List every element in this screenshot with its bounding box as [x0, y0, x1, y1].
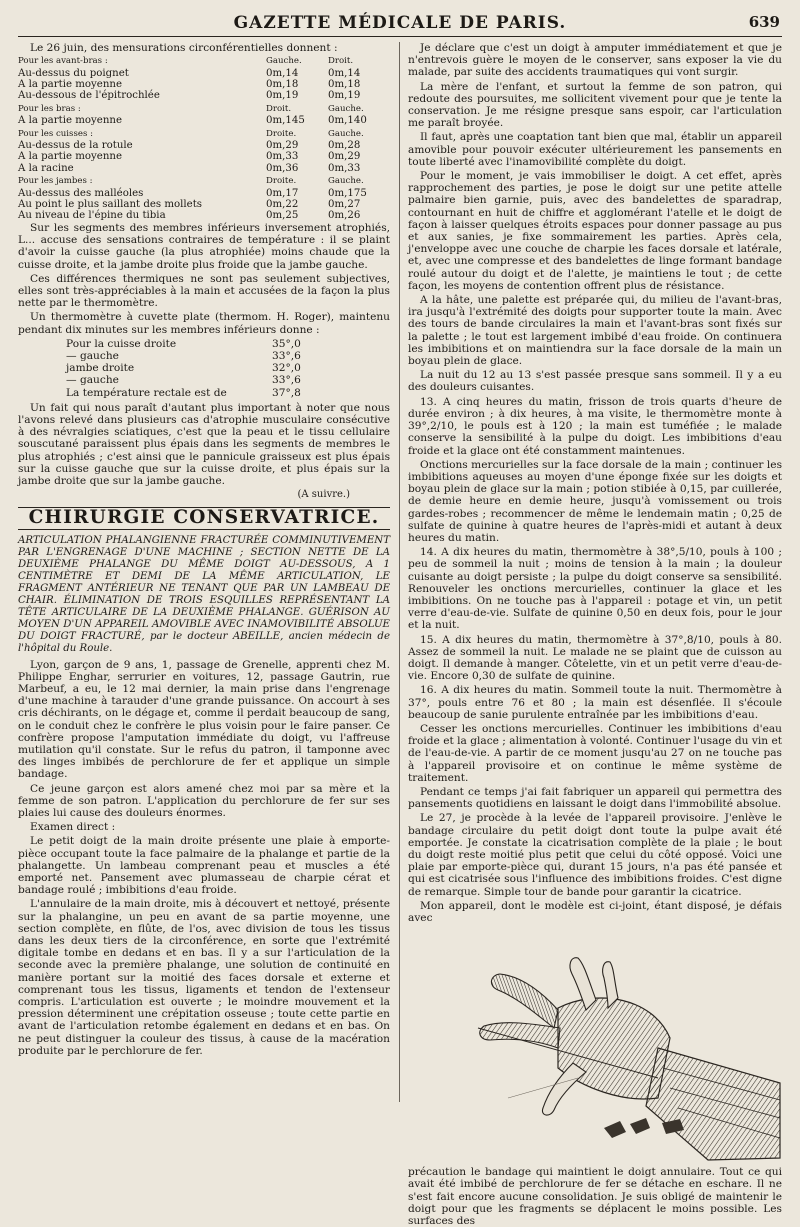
measurement-group-header: [18, 104, 390, 115]
measurement-row: [18, 151, 390, 162]
section-title: CHIRURGIE CONSERVATRICE.: [18, 507, 390, 529]
measurement-value: 0m,22: [266, 199, 299, 211]
paragraph: La mère de l'enfant, et surtout la femme de son patron, qui redoute des poursuites, me sollicitent vivement pour que je tente la conservation. Je me résigne presque sans espoir, car l'articulation me paraît broyée.: [408, 80, 782, 130]
measurement-value: 0m,33: [328, 162, 361, 174]
paragraph: précaution le bandage qui maintient le doigt annulaire. Tout ce qui avait été imbibé de perchlorure de fer se détache en eschare. Il ne s'est fait encore aucune consolidation. Je suis obligé de maintenir le doigt pour que les fragments se déplacent le moins possible. Les surfaces des: [408, 1166, 782, 1227]
measurement-label: A la partie moyenne: [18, 115, 122, 127]
measurement-label: Au point le plus saillant des mollets: [18, 199, 203, 211]
measurement-label: Au-dessus des malléoles: [18, 187, 144, 199]
paragraph: Sur les segments des membres inférieurs inversement atrophiés, L... accuse des sensations contraires de température : il se plaint d'avoir la cuisse gauche (la plus atrophiée) moins chaude que la cuisse droite, et la jambe droite plus froide que la jambe gauche.: [18, 221, 390, 271]
measurement-value: 0m,33: [266, 151, 299, 163]
measurement-label: Au niveau de l'épine du tibia: [18, 210, 166, 222]
paragraph: Pour le moment, je vais immobiliser le doigt. A cet effet, après rapprochement des parties, je pose le doigt sur une petite attelle palmaire bien garnie, puis, avec des bandelettes de sparadrap, contournant en huit de chiffre et agglomérant l'atelle et le doigt de façon à laisser quelques étroits espaces pour donner passage au pus et aux sanies, je fixe sommairement les parties. Après cela, j'enveloppe avec une couche de charpie les faces dorsale et latérale, et, avec une compresse et des bandelettes de linge formant bandage roulé autour du doigt et de l'alette, je maintiens le tout ; de cette façon, les moyens de contention offrent plus de résistance.: [408, 170, 782, 292]
left-column: [18, 42, 390, 1102]
group-title: Pour les jambes :: [18, 176, 93, 187]
column-header: Gauche.: [328, 176, 364, 187]
thermometer-table: [18, 338, 390, 399]
column-header: Droite.: [266, 128, 297, 139]
measurement-value: 0m,14: [266, 67, 299, 79]
measurements-intro: Le 26 juin, des mensurations circonférentielles donnent :: [30, 42, 338, 54]
measurement-value: 0m,18: [266, 79, 299, 91]
paragraph: 15. A dix heures du matin, thermomètre à 37°,8/10, pouls à 80. Assez de sommeil la nuit. Le malade ne se plaint que de cuisson au doigt. Il demande à manger. Côtelette, vin et un petit verre d'eau-de-vie. Encore 0,30 de sulfate de quinine.: [408, 633, 782, 683]
measurement-value: 0m,29: [328, 151, 361, 163]
temperature-value: 33°,6: [272, 374, 301, 387]
column-header: Gauche.: [328, 128, 364, 139]
measurement-label: A la partie moyenne: [18, 151, 122, 163]
measurement-row: [18, 140, 390, 151]
temperature-value: 33°,6: [272, 349, 301, 362]
temperature-value: 35°,0: [272, 337, 301, 350]
measurement-label: Au-dessous de l'épitrochlée: [18, 90, 160, 102]
measurement-row: [18, 188, 390, 199]
paragraph: Je déclare que c'est un doigt à amputer immédiatement et que je n'entrevois guère le moyen de le conserver, sans exposer la vie du malade, par suite des accidents traumatiques qui vont surgir.: [408, 42, 782, 79]
temperature-row: [18, 338, 390, 350]
measurement-value: 0m,17: [266, 187, 299, 199]
paragraph: 16. A dix heures du matin. Sommeil toute la nuit. Thermomètre à 37°, pouls entre 76 et 80 ; la main est désenflée. Il s'écoule beaucoup de sanie purulente entraînée par les imbibitions d'eau.: [408, 684, 782, 721]
paragraph: Ce jeune garçon est alors amené chez moi par sa mère et la femme de son patron. L'application du perchlorure de fer sur ses plaies lui cause des douleurs énormes.: [18, 782, 390, 819]
paragraph: Lyon, garçon de 9 ans, 1, passage de Grenelle, apprenti chez M. Philippe Enghar, serrurier en voitures, 12, passage Gautrin, rue Marbeuf, a eu, le 12 mai dernier, la main prise dans l'engrenage d'une machine à tarauder d'une grande puissance. On accourt à ses cris déchirants, on le dégage et, comme il perdait beaucoup de sang, on le conduit chez le confrère le plus voisin pour le faire panser. Ce confrère propose l'amputation immédiate du doigt, vu l'affreuse mutilation qu'il constate. Sur le refus du patron, il tamponne avec des linges imbibés de perchlorure de fer et applique un simple bandage.: [18, 658, 390, 781]
column-header: Droit.: [266, 103, 292, 114]
measurement-group-header: [18, 129, 390, 140]
temperature-label: — gauche: [66, 349, 119, 362]
measurement-label: A la partie moyenne: [18, 79, 122, 91]
measurement-value: 0m,26: [328, 210, 361, 222]
measurement-row: [18, 90, 390, 101]
measurement-label: A la racine: [18, 162, 74, 174]
measurement-value: 0m,19: [328, 90, 361, 102]
column-header: Gauche.: [266, 56, 302, 67]
measurement-row: [18, 210, 390, 221]
group-title: Pour les avant-bras :: [18, 56, 108, 67]
paragraph: 14. A dix heures du matin, thermomètre à 38°,5/10, pouls à 100 ; peu de sommeil la nuit ; moins de tension à la main ; la douleur cuisante au doigt persiste ; la pulpe du doigt conserve sa sensibilité. Renouveler les onctions mercurielles, continuer la glace et les imbibitions. On ne touche pas à l'appareil : potage et vin, un petit verre d'eau-de-vie. Sulfate de quinine 0,50 en deux fois, pour le jour et la nuit.: [408, 546, 782, 632]
group-title: Pour les cuisses :: [18, 128, 93, 139]
measurement-row: [18, 79, 390, 90]
temperature-label: Pour la cuisse droite: [66, 337, 177, 350]
column-header: Droit.: [328, 56, 354, 67]
measurement-value: 0m,14: [328, 67, 361, 79]
article-abstract: ARTICULATION PHALANGIENNE FRACTURÉE COMMINUTIVEMENT PAR L'ENGRENAGE D'UNE MACHINE ; SECTION NETTE DE LA DEUXIÈME PHALANGE DU MÊME DOIGT AU-DESSOUS, A 1 CENTIMÈTRE ET DEMI DE LA MÊME ARTICULATION, LE FRAGMENT ANTÉRIEUR NE TENANT QUE PAR UN LAMBEAU DE CHAIR. ÉLIMINATION DE TROIS ESQUILLES REPRÉSENTANT LA TÊTE ARTICULAIRE DE LA DEUXIÈME PHALANGE. GUÉRISON AU MOYEN D'UN APPAREIL AMOVIBLE AVEC INAMOVIBILITÉ ABSOLUE DU DOIGT FRACTURÉ, par le docteur ABEILLE, ancien médecin de l'hôpital du Roule.: [18, 534, 390, 654]
page-number: 639: [748, 13, 780, 31]
paragraph: Ces différences thermiques ne sont pas seulement subjectives, elles sont très-appréciables à la main et accusées de la façon la plus nette par le thermomètre.: [18, 272, 390, 310]
paragraph: Onctions mercurielles sur la face dorsale de la main ; continuer les imbibitions aqueuses au moyen d'une éponge fixée sur les doigts et boyau plein de glace sur la main ; potion stibiée à 0,15, par cuillerée, de demie heure en demie heure, jusqu'à vomissement ou trois gardes-robes ; recommencer de même le lendemain matin ; 0,25 de sulfate de quinine à quatre heures de l'après-midi et autant à deux heures du matin.: [408, 458, 782, 544]
paragraph: Mon appareil, dont le modèle est ci-joint, étant disposé, je défais avec: [408, 899, 782, 925]
paragraph: Il faut, après une coaptation tant bien que mal, établir un appareil amovible pour pouvoir exécuter ultérieurement les pansements en toute liberté avec l'inamovibilité complète du doigt.: [408, 131, 782, 168]
measurement-group-header: [18, 176, 390, 187]
measurement-row: [18, 115, 390, 126]
column-header: Droite.: [266, 176, 297, 187]
measurement-value: 0m,140: [328, 115, 367, 127]
measurement-row: [18, 68, 390, 79]
temperature-label: — gauche: [66, 374, 119, 387]
measurement-value: 0m,28: [328, 140, 361, 152]
temperature-label: La température rectale est de: [66, 386, 227, 399]
measurement-value: 0m,19: [266, 90, 299, 102]
paragraph: Cesser les onctions mercurielles. Continuer les imbibitions d'eau froide et la glace ; alimentation à volonté. Continuer l'usage du vin et de l'eau-de-vie. A partir de ce moment jusqu'au 27 on ne touche pas à l'appareil provisoire et on continue le même système de traitement.: [408, 722, 782, 784]
paragraph: La nuit du 12 au 13 s'est passée presque sans sommeil. Il y a eu des douleurs cuisantes.: [408, 369, 782, 394]
column-header: Gauche.: [328, 103, 364, 114]
measurement-value: 0m,18: [328, 79, 361, 91]
splint-illustration: [408, 928, 782, 1163]
measurement-value: 0m,36: [266, 162, 299, 174]
paragraph: Un fait qui nous paraît d'autant plus important à noter que nous l'avons relevé dans plusieurs cas d'atrophie musculaire consécutive à des névralgies sciatiques, c'est que la peau et le tissu cellulaire souscutané paraissent plus épais dans les segments de membres le plus atrophiés ; c'est ainsi que le pannicule graisseux est plus épais sur la cuisse gauche que sur la cuisse droite, et plus épais sur la jambe droite que sur la jambe gauche.: [18, 401, 390, 487]
measurement-value: 0m,145: [266, 115, 305, 127]
column-rule: [399, 42, 400, 1102]
to-be-continued: (A suivre.): [297, 489, 350, 501]
group-title: Pour les bras :: [18, 103, 81, 114]
measurement-label: Au-dessus de la rotule: [18, 140, 133, 152]
journal-title: GAZETTE MÉDICALE DE PARIS.: [233, 13, 567, 33]
paragraph: Examen direct :: [30, 821, 116, 834]
measurement-value: 0m,175: [328, 187, 367, 199]
temperature-row: [18, 362, 390, 374]
paragraph: Le petit doigt de la main droite présente une plaie à emporte-pièce occupant toute la face palmaire de la phalange et partie de la phalangette. Un lambeau comprenant peau et muscles a été emporté net. Pansement avec plumasseau de charpie cérat et bandage roulé ; imbibitions d'eau froide.: [18, 835, 390, 897]
temperature-row: [18, 387, 390, 399]
measurement-group-header: [18, 56, 390, 67]
measurement-label: Au-dessus du poignet: [18, 67, 129, 79]
measurement-value: 0m,27: [328, 199, 361, 211]
paragraph: A la hâte, une palette est préparée qui, du milieu de l'avant-bras, ira jusqu'à l'extrémité des doigts pour supporter toute la main. Avec des tours de bande circulaires la main et l'avant-bras sont fixés sur la palette ; le tout est largement imbibé d'eau froide. On continuera les imbibitions et on maintiendra sur la face dorsale de la main un boyau plein de glace.: [408, 294, 782, 368]
paragraph: L'annulaire de la main droite, mis à découvert et nettoyé, présente sur la phalangine, un peu en avant de sa partie moyenne, une section complète, en flûte, de l'os, avec division de tous les tissus dans les deux tiers de la circonférence, en sorte que l'extrémité digitale tombe en dedans et en bas. Il y a sur l'articulation de la seconde avec la première phalange, une solution de continuité en manière portant sur la moitié des faces dorsale et externe et comprenant tous les tissus, ligaments et tendon de l'extenseur compris. L'articulation est ouverte ; le moindre mouvement et la pression déterminent une crépitation osseuse ; toute cette partie en avant de l'articulation retombe également en dedans et en bas. On ne peut distinguer la couleur des tissus, à cause de la macération produite par le perchlorure de fer.: [18, 898, 390, 1057]
temperature-row: [18, 374, 390, 386]
temperature-label: jambe droite: [66, 362, 135, 375]
paragraph: 13. A cinq heures du matin, frisson de trois quarts d'heure de durée environ ; à dix heures, à ma visite, le thermomètre monte à 39°,2/10, le pouls est à 120 ; la main est tuméfiée ; le malade conserve la sensibilité à la pulpe du doigt. Les imbibitions d'eau froide et la glace ont été constamment maintenues.: [408, 395, 782, 457]
temperature-value: 32°,0: [272, 362, 301, 375]
measurement-value: 0m,25: [266, 210, 299, 222]
right-column: [408, 42, 782, 1227]
paragraph: Le 27, je procède à la levée de l'appareil provisoire. J'enlève le bandage circulaire du petit doigt dont toute la pulpe avait été emportée. Je constate la cicatrisation complète de la plaie ; le bout du doigt reste moitié plus petit que celui du côté opposé. Voici une plaie par emporte-pièce qui, durant 15 jours, n'a pas été pansée et qui est cicatrisée sous l'influence des imbibitions froides. C'est digne de remarque. Simple tour de bande pour garantir la cicatrice.: [408, 812, 782, 898]
temperature-value: 37°,8: [272, 386, 301, 399]
page-header: [18, 10, 782, 37]
paragraph: Un thermomètre à cuvette plate (thermom. H. Roger), maintenu pendant dix minutes sur les membres inférieurs donne :: [18, 311, 390, 336]
measurement-row: [18, 163, 390, 174]
measurement-row: [18, 199, 390, 210]
hand-splint-engraving: [408, 928, 782, 1163]
measurements-table: [18, 56, 390, 222]
measurement-value: 0m,29: [266, 140, 299, 152]
paragraph: Pendant ce temps j'ai fait fabriquer un appareil qui permettra des pansements quotidiens en laissant le doigt dans l'immobilité absolue.: [408, 785, 782, 811]
temperature-row: [18, 350, 390, 362]
